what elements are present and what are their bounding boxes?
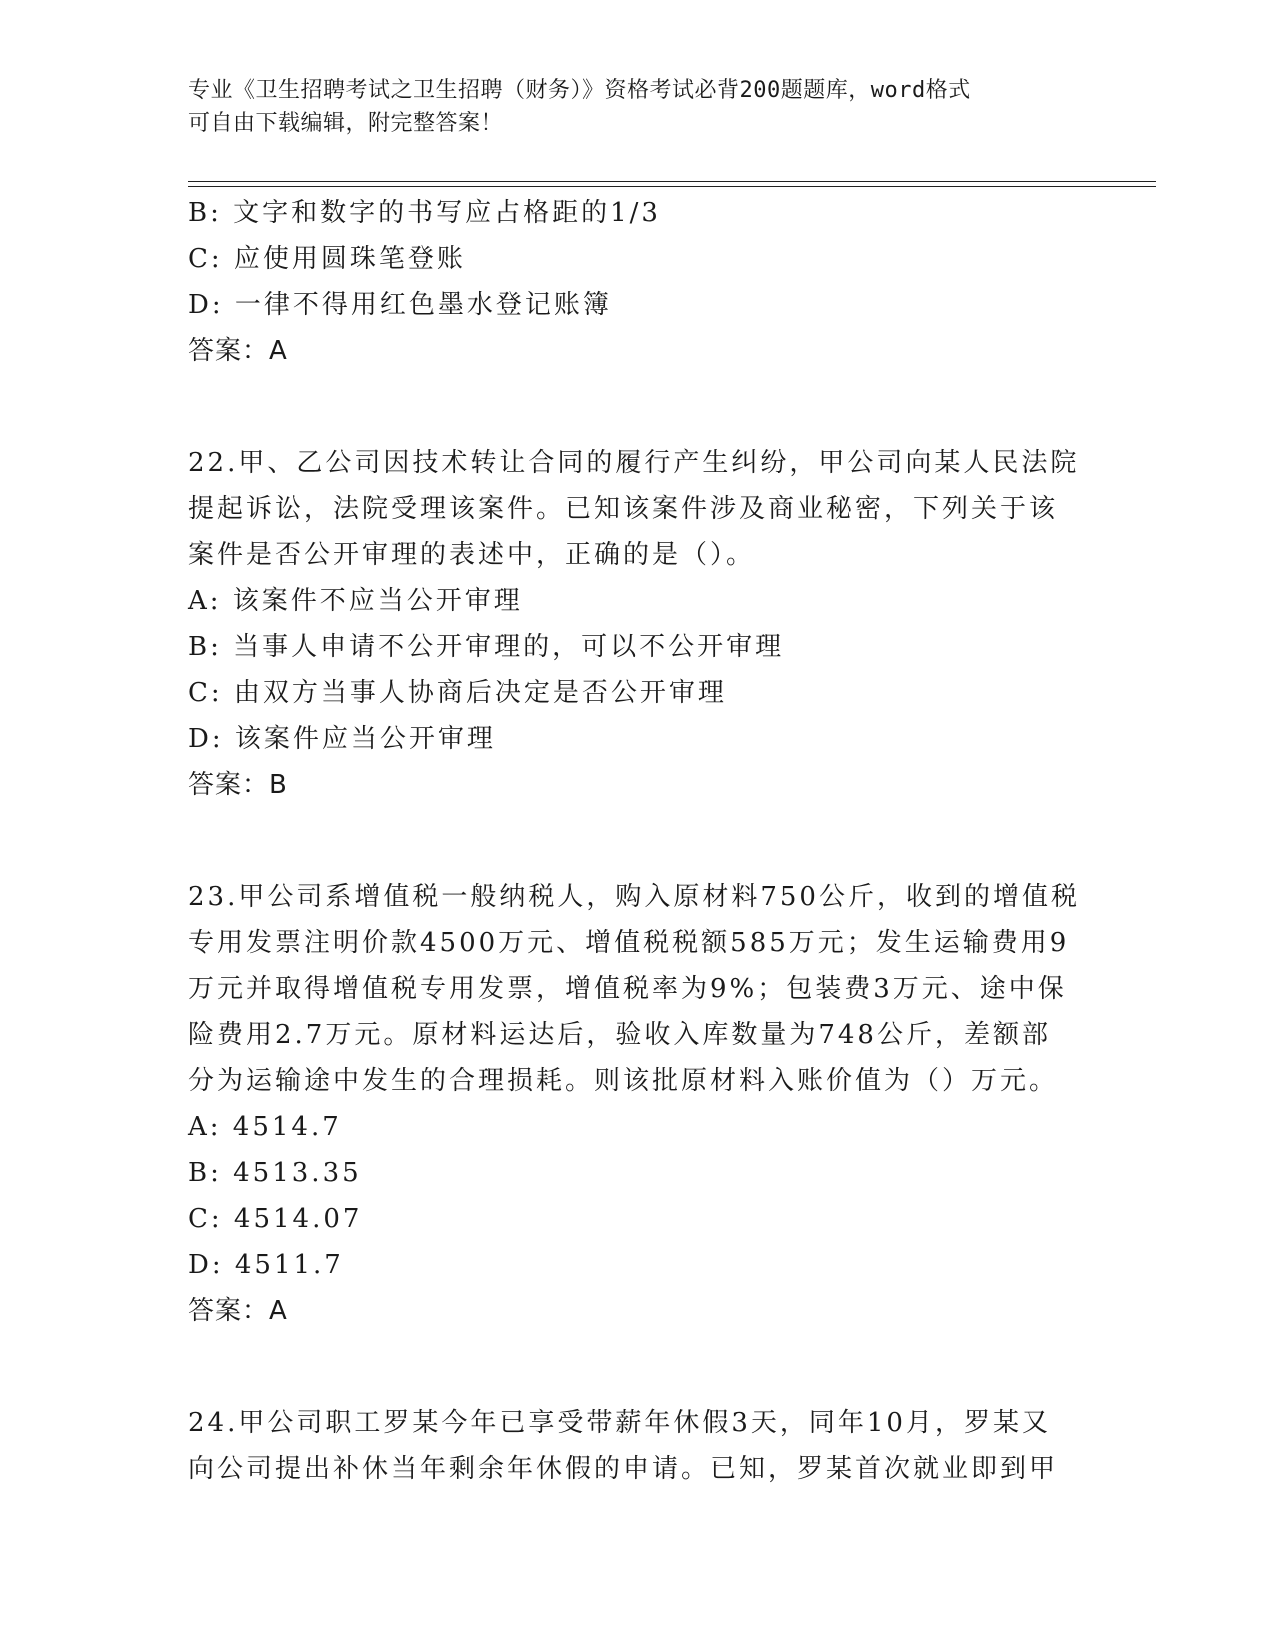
- answer-line: 答案：A: [188, 336, 288, 366]
- option-c: C: 4514.07: [188, 1204, 363, 1234]
- question-text-line: 向公司提出补休当年剩余年休假的申请。已知，罗某首次就业即到甲: [188, 1454, 1059, 1484]
- answer-line: 答案：A: [188, 1296, 288, 1326]
- question-22: [188, 440, 1088, 808]
- header-line-2: 可自由下载编辑，附完整答案！: [188, 111, 504, 136]
- question-text-line: 22.甲、乙公司因技术转让合同的履行产生纠纷，甲公司向某人民法院: [188, 448, 1080, 478]
- answer-line: 答案：B: [188, 770, 288, 800]
- option-a: A: 该案件不应当公开审理: [188, 586, 523, 616]
- question-text-line: 分为运输途中发生的合理损耗。则该批原材料入账价值为（）万元。: [188, 1066, 1059, 1096]
- question-text-line: 23.甲公司系增值税一般纳税人，购入原材料750公斤，收到的增值税: [188, 882, 1080, 912]
- option-b: B: 4513.35: [188, 1158, 362, 1188]
- header-divider-top: [188, 181, 1156, 182]
- option-b: B: 文字和数字的书写应占格距的1/3: [188, 198, 661, 228]
- question-21-partial: [188, 190, 1088, 374]
- header-line-1: 专业《卫生招聘考试之卫生招聘（财务）》资格考试必背200题题库，word格式: [188, 78, 971, 103]
- spacer: [188, 374, 1088, 440]
- question-24: [188, 1400, 1088, 1492]
- option-b: B: 当事人申请不公开审理的，可以不公开审理: [188, 632, 785, 662]
- question-text-line: 案件是否公开审理的表述中，正确的是（）。: [188, 540, 756, 570]
- option-a: A: 4514.7: [188, 1112, 342, 1142]
- question-text-line: 万元并取得增值税专用发票，增值税率为9%；包装费3万元、途中保: [188, 974, 1067, 1004]
- header-divider-bottom: [188, 186, 1156, 187]
- option-c: C: 应使用圆珠笔登账: [188, 244, 466, 274]
- spacer: [188, 808, 1088, 874]
- question-text-line: 专用发票注明价款4500万元、增值税税额585万元；发生运输费用9: [188, 928, 1070, 958]
- option-c: C: 由双方当事人协商后决定是否公开审理: [188, 678, 727, 708]
- option-d: D: 4511.7: [188, 1250, 344, 1280]
- question-text-line: 提起诉讼，法院受理该案件。已知该案件涉及商业秘密，下列关于该: [188, 494, 1059, 524]
- spacer: [188, 1334, 1088, 1400]
- question-23: [188, 874, 1088, 1334]
- option-d: D: 该案件应当公开审理: [188, 724, 496, 754]
- option-d: D: 一律不得用红色墨水登记账簿: [188, 290, 612, 320]
- question-text-line: 险费用2.7万元。原材料运达后，验收入库数量为748公斤，差额部: [188, 1020, 1051, 1050]
- document-header: [188, 74, 1088, 140]
- question-text-line: 24.甲公司职工罗某今年已享受带薪年休假3天，同年10月，罗某又: [188, 1408, 1051, 1438]
- question-content: [188, 190, 1088, 1492]
